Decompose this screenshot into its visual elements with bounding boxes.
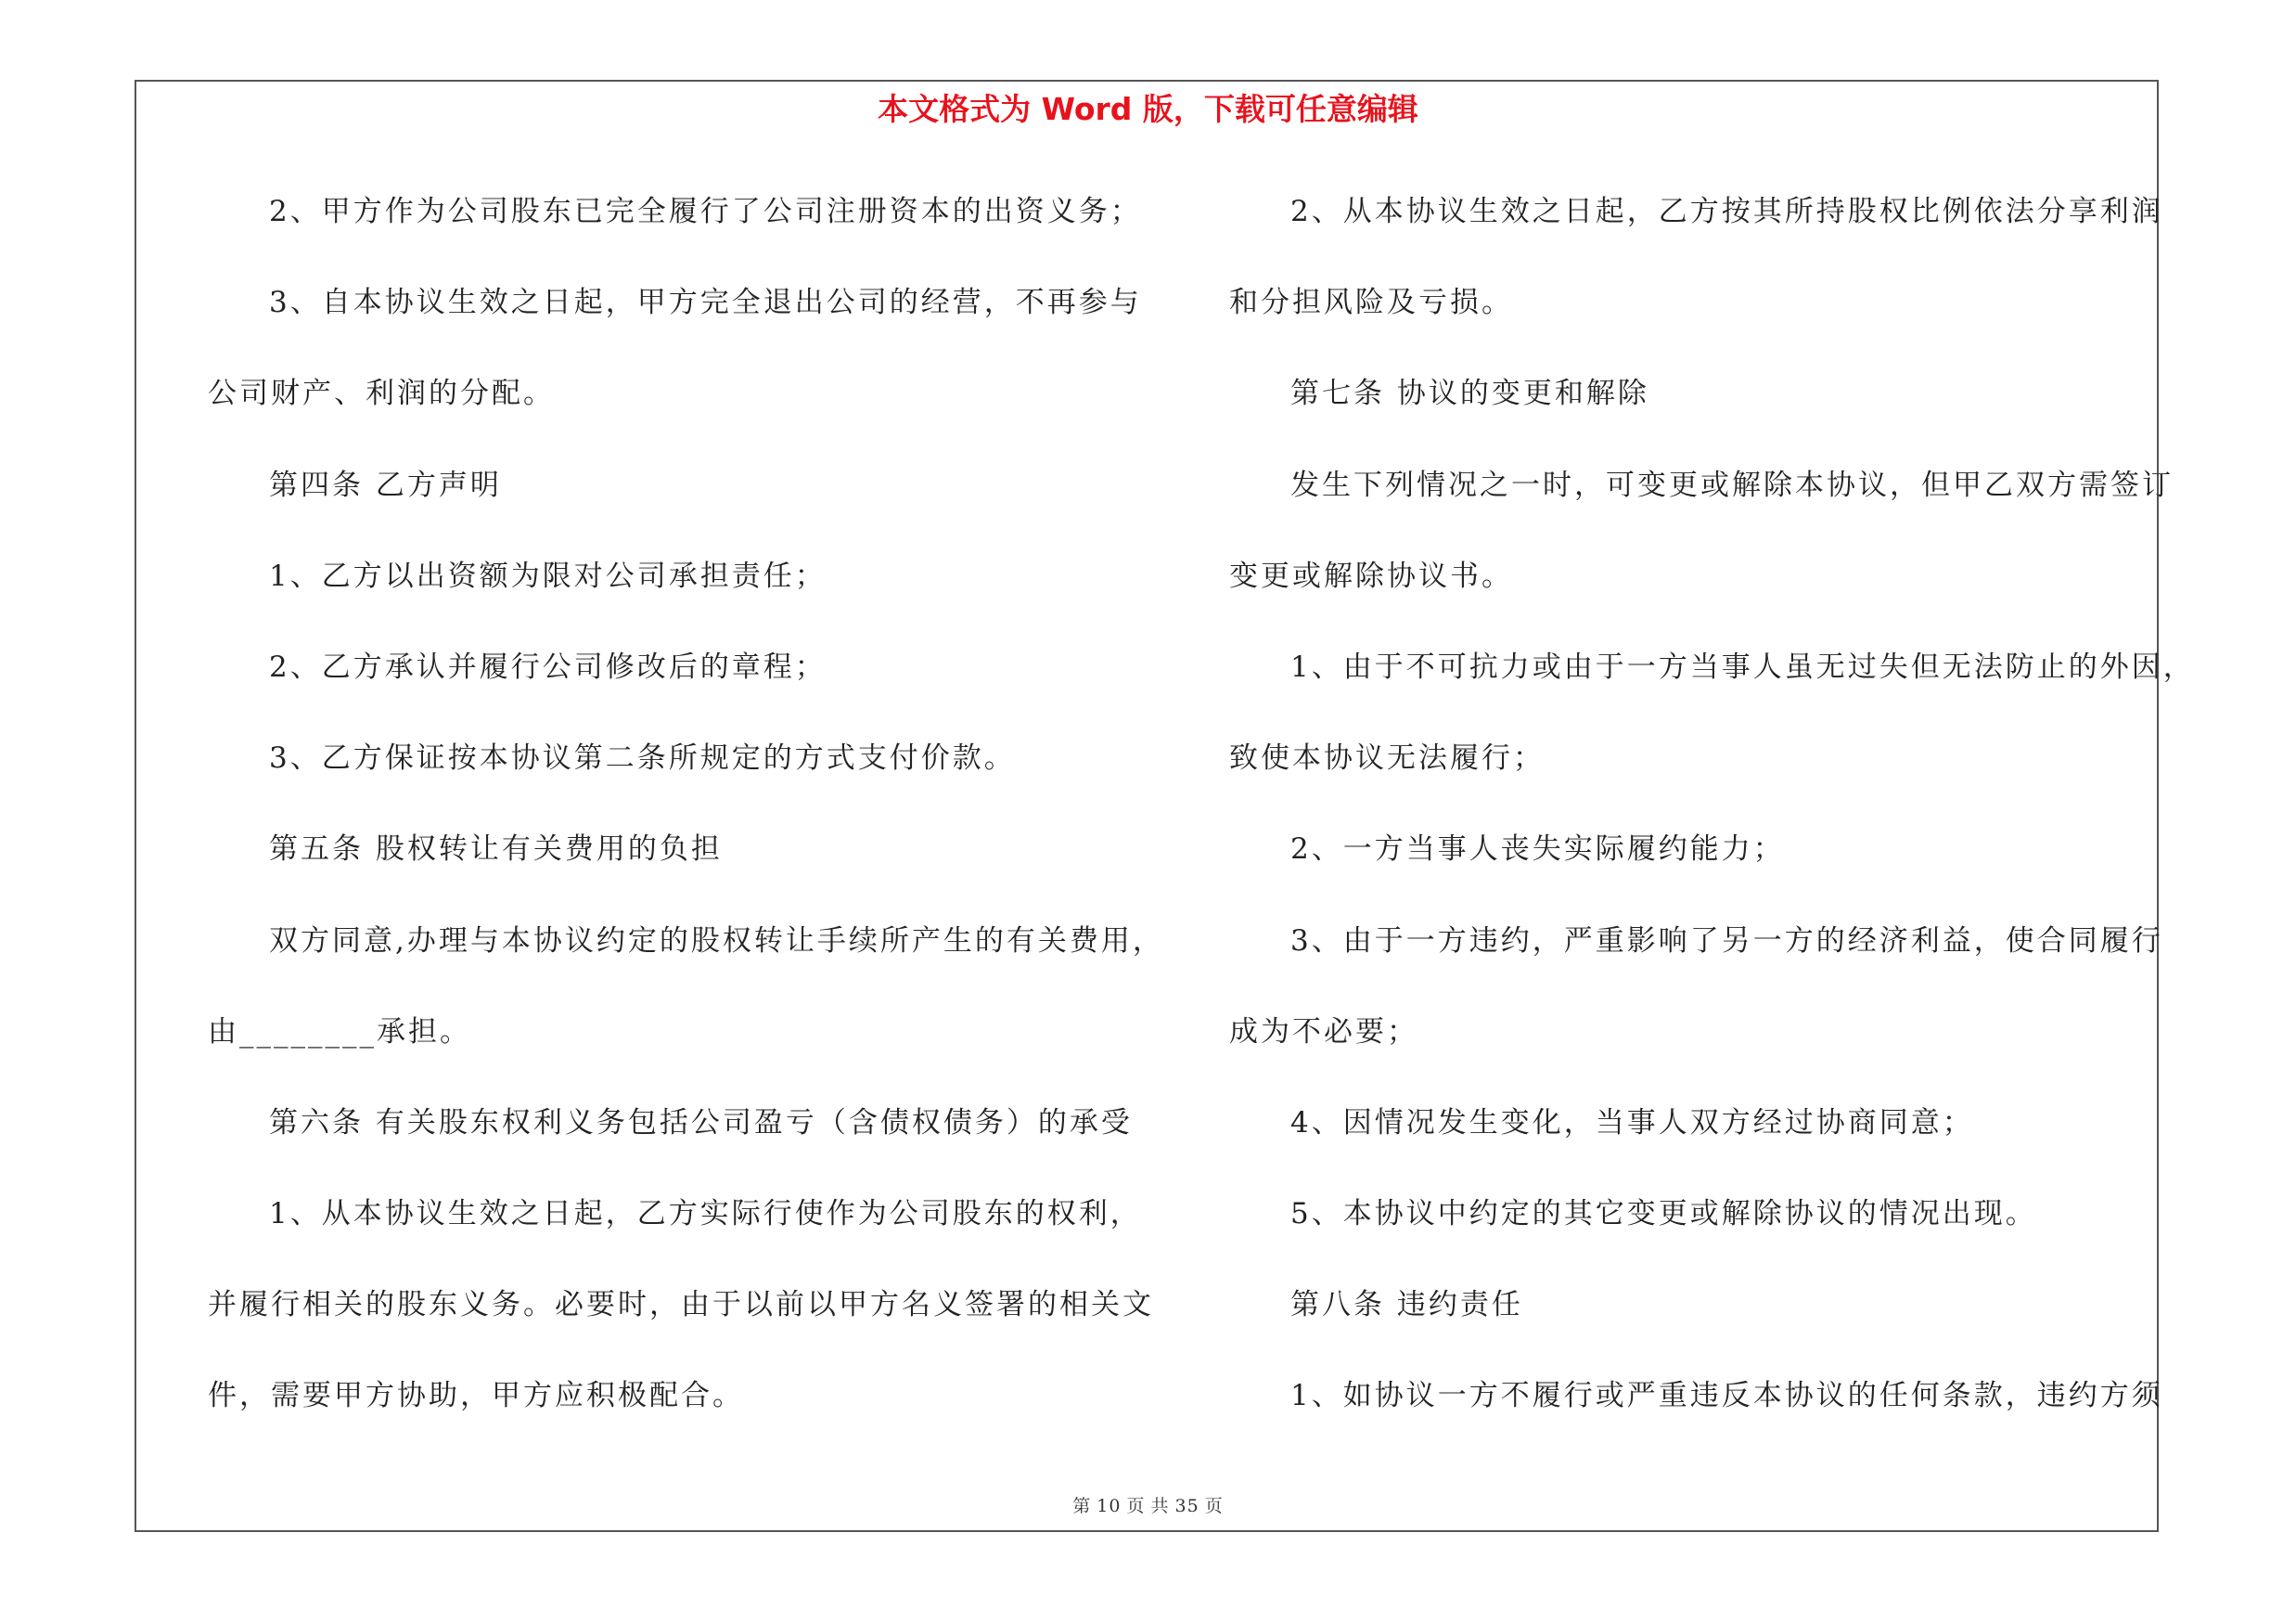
text-line: 1、由于不可抗力或由于一方当事人虽无过失但无法防止的外因， [1290, 650, 2195, 684]
text-line: 第八条 违约责任 [1290, 1288, 1523, 1322]
text-line: 变更或解除协议书。 [1229, 559, 1513, 593]
text-line: 1、从本协议生效之日起，乙方实际行使作为公司股东的权利， [269, 1197, 1142, 1231]
text-line: 4、因情况发生变化，当事人双方经过协商同意； [1290, 1105, 1974, 1140]
text-line: 并履行相关的股东义务。必要时，由于以前以甲方名义签署的相关文 [208, 1288, 1154, 1322]
text-line: 件，需要甲方协助，甲方应积极配合。 [208, 1379, 744, 1413]
text-line: 2、乙方承认并履行公司修改后的章程； [269, 650, 827, 684]
text-line: 致使本协议无法履行； [1229, 741, 1545, 776]
text-line: 3、乙方保证按本协议第二条所规定的方式支付价款。 [269, 741, 1016, 776]
format-notice-banner: 本文格式为 Word 版，下载可任意编辑 [878, 91, 1418, 127]
text-line: 成为不必要； [1229, 1014, 1418, 1049]
footer-suffix: 页 [1204, 1496, 1224, 1516]
text-line: 和分担风险及亏损。 [1229, 286, 1513, 320]
footer-total-word: 共 [1150, 1496, 1170, 1516]
text-line: 第六条 有关股东权利义务包括公司盈亏（含债权债务）的承受 [269, 1105, 1133, 1140]
text-line: 1、乙方以出资额为限对公司承担责任； [269, 559, 827, 593]
text-line: 由________承担。 [208, 1014, 471, 1049]
text-line: 3、自本协议生效之日起，甲方完全退出公司的经营，不再参与 [269, 286, 1142, 320]
text-line: 5、本协议中约定的其它变更或解除协议的情况出现。 [1290, 1197, 2037, 1231]
page-footer [0, 1494, 2296, 1518]
footer-prefix: 第 [1072, 1496, 1092, 1516]
text-line: 3、由于一方违约，严重影响了另一方的经济利益，使合同履行 [1290, 923, 2163, 958]
text-line: 发生下列情况之一时，可变更或解除本协议，但甲乙双方需签订 [1290, 468, 2174, 502]
text-line: 2、从本协议生效之日起，乙方按其所持股权比例依法分享利润 [1290, 195, 2163, 228]
text-line: 第四条 乙方声明 [269, 468, 502, 502]
text-line: 双方同意,办理与本协议约定的股权转让手续所产生的有关费用， [269, 923, 1164, 958]
text-line: 第五条 股权转让有关费用的负担 [269, 832, 723, 867]
current-page-number: 10 [1097, 1496, 1122, 1516]
left-text-column [208, 183, 1163, 1459]
text-line: 2、甲方作为公司股东已完全履行了公司注册资本的出资义务； [269, 195, 1142, 228]
text-line: 2、一方当事人丧失实际履约能力； [1290, 832, 1785, 867]
right-text-column [1229, 183, 2195, 1459]
total-page-count: 35 [1174, 1496, 1199, 1516]
text-line: 第七条 协议的变更和解除 [1290, 377, 1649, 411]
text-line: 公司财产、利润的分配。 [208, 377, 555, 411]
text-line: 1、如协议一方不履行或严重违反本协议的任何条款，违约方须 [1290, 1379, 2163, 1413]
footer-page-word: 页 [1126, 1496, 1146, 1516]
